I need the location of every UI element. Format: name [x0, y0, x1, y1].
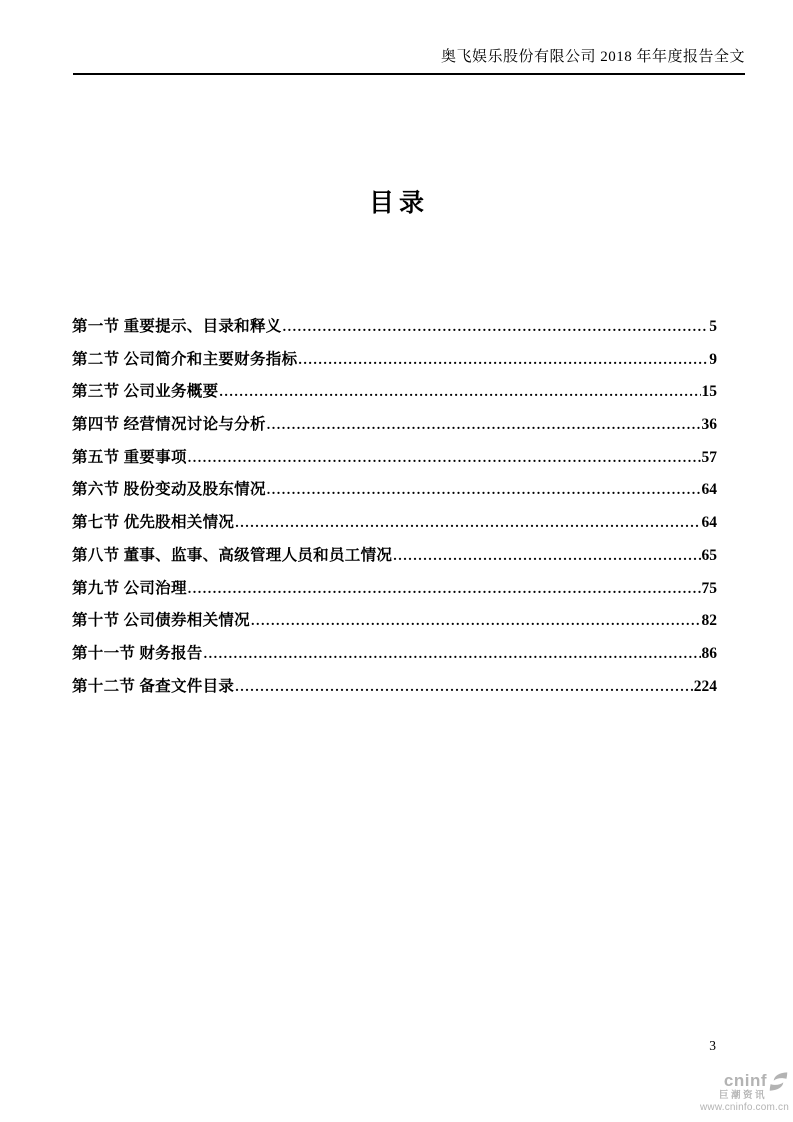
toc-leader-dots [251, 606, 701, 639]
toc-entry-page: 15 [701, 383, 717, 401]
toc-leader-dots [235, 508, 700, 541]
table-of-contents [72, 311, 717, 703]
toc-leader-dots [393, 541, 700, 574]
toc-entry-page: 9 [709, 350, 717, 368]
cninfo-watermark [695, 1070, 789, 1114]
toc-entry-page: 5 [709, 318, 717, 335]
toc-entry-page: 64 [701, 514, 717, 532]
cninfo-chinese-name: 巨潮资讯 [718, 1090, 767, 1101]
toc-entry[interactable] [72, 442, 717, 475]
toc-entry-page: 75 [701, 579, 717, 597]
page-title: 目录 [368, 190, 429, 217]
toc-entry-label: 第七节 优先股相关情况 [72, 514, 235, 532]
toc-entry[interactable] [72, 605, 717, 638]
toc-entry-label: 第一节 重要提示、目录和释义 [72, 318, 282, 335]
toc-leader-dots [283, 312, 709, 345]
toc-leader-dots [235, 672, 693, 705]
toc-entry[interactable] [72, 311, 717, 344]
cninfo-url: www.cninfo.com.cn [700, 1102, 789, 1113]
toc-entry[interactable] [72, 638, 717, 671]
toc-entry-label: 第三节 公司业务概要 [72, 383, 219, 401]
toc-entry-page: 65 [701, 546, 717, 564]
toc-entry-label: 第九节 公司治理 [72, 579, 187, 597]
report-header: 奥飞娱乐股份有限公司 2018 年年度报告全文 [73, 47, 745, 75]
toc-entry[interactable] [72, 344, 717, 377]
toc-entry-label: 第十节 公司债券相关情况 [72, 612, 250, 630]
toc-entry-label: 第八节 董事、监事、高级管理人员和员工情况 [72, 546, 393, 564]
toc-entry[interactable] [72, 507, 717, 540]
cninfo-brand-row [695, 1070, 789, 1092]
toc-entry-label: 第四节 经营情况讨论与分析 [72, 416, 266, 434]
toc-leader-dots [298, 345, 708, 378]
toc-entry-label: 第十一节 财务报告 [72, 644, 203, 662]
toc-entry-page: 82 [701, 612, 717, 630]
toc-leader-dots [204, 639, 701, 672]
toc-leader-dots [267, 475, 701, 508]
cninfo-brand-text: cninf [723, 1071, 767, 1090]
toc-entry[interactable] [72, 409, 717, 442]
cninfo-swirl-icon [768, 1071, 789, 1092]
toc-entry-label: 第五节 重要事项 [72, 448, 187, 466]
toc-leader-dots [267, 410, 701, 443]
toc-entry-page: 224 [693, 677, 717, 695]
toc-entry[interactable] [72, 573, 717, 606]
toc-entry-label: 第二节 公司简介和主要财务指标 [72, 350, 298, 368]
toc-entry-label: 第六节 股份变动及股东情况 [72, 481, 266, 499]
toc-entry-page: 36 [701, 416, 717, 434]
toc-leader-dots [219, 377, 700, 410]
toc-entry[interactable] [72, 540, 717, 573]
toc-leader-dots [188, 443, 701, 476]
toc-entry-page: 64 [701, 481, 717, 499]
toc-leader-dots [188, 574, 701, 607]
toc-entry[interactable] [72, 474, 717, 507]
toc-entry-page: 57 [701, 448, 717, 466]
toc-entry-page: 86 [701, 644, 717, 662]
footer-page-number: 3 [709, 1038, 716, 1053]
toc-entry-label: 第十二节 备查文件目录 [72, 677, 235, 695]
toc-entry[interactable] [72, 376, 717, 409]
toc-entry[interactable] [72, 671, 717, 704]
